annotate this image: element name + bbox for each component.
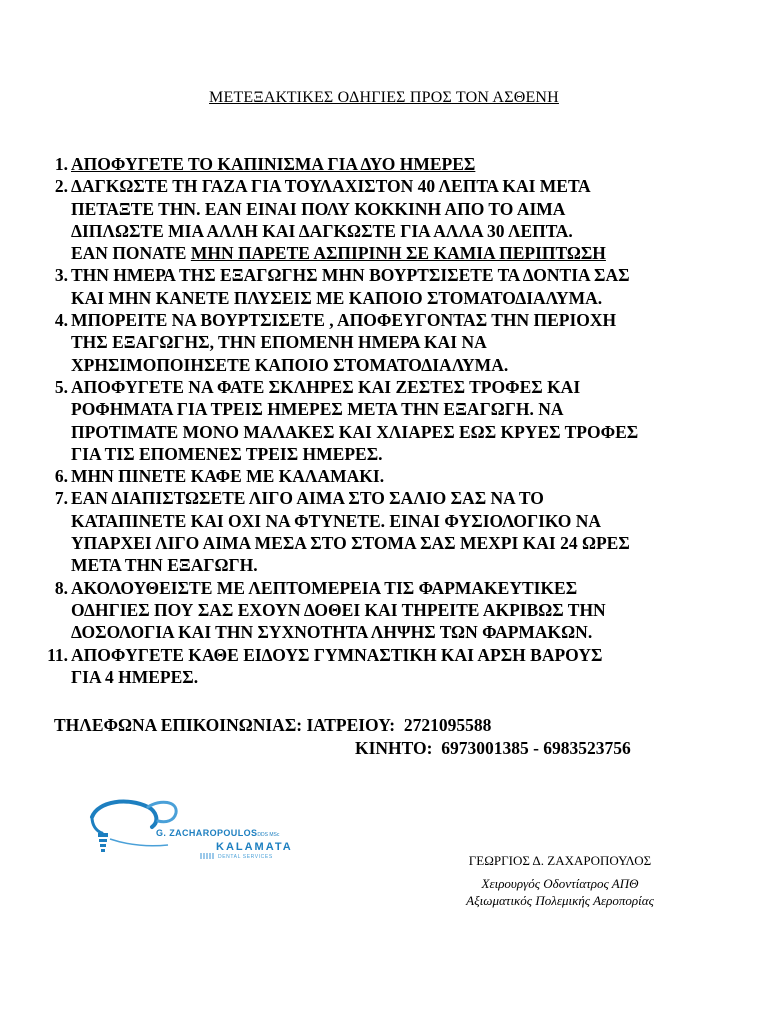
item-line: ΑΚΟΛΟΥΘΕΙΣΤΕ ΜΕ ΛΕΠΤΟΜΕΡΕΙΑ ΤΙΣ ΦΑΡΜΑΚΕΥΤΙΚΕΣ	[71, 577, 578, 598]
item-line: ΜΕΤΑ ΤΗΝ ΕΞΑΓΩΓΗ.	[71, 555, 258, 576]
item-line: ΚΑΙ ΜΗΝ ΚΑΝΕΤΕ ΠΛΥΣΕΙΣ ΜΕ ΚΑΠΟΙΟ ΣΤΟΜΑΤΟΔΙΑΛΥΜΑ.	[71, 287, 603, 308]
signature-block	[430, 852, 690, 909]
item-line: ΡΟΦΗΜΑΤΑ ΓΙΑ ΤΡΕΙΣ ΗΜΕΡΕΣ ΜΕΤΑ ΤΗΝ ΕΞΑΓΩΓΗ. ΝΑ	[71, 399, 564, 420]
contact-block	[54, 714, 754, 760]
list-item	[46, 577, 746, 644]
item-line: ΤΗΝ ΗΜΕΡΑ ΤΗΣ ΕΞΑΓΩΓΗΣ ΜΗΝ ΒΟΥΡΤΣΙΣΕΤΕ ΤΑ ΔΟΝΤΙΑ ΣΑΣ	[71, 265, 630, 286]
item-line: ΔΙΠΛΩΣΤΕ ΜΙΑ ΑΛΛΗ ΚΑΙ ΔΑΓΚΩΣΤΕ ΓΙΑ ΑΛΛΑ 30 ΛΕΠΤΑ.	[71, 220, 573, 241]
mobile-label: ΚΙΝΗΤΟ:	[355, 738, 433, 758]
office-phone: 2721095588	[403, 715, 492, 735]
item-line: ΟΔΗΓΙΕΣ ΠΟΥ ΣΑΣ ΕΧΟΥΝ ΔΟΘΕΙ ΚΑΙ ΤΗΡΕΙΤΕ ΑΚΡΙΒΩΣ ΤΗΝ	[71, 599, 606, 620]
item-number: 1.	[54, 154, 68, 174]
item-number: 7.	[54, 488, 68, 509]
item-line: ΔΟΣΟΛΟΓΙΑ ΚΑΙ ΤΗΝ ΣΥΧΝΟΤΗΤΑ ΛΗΨΗΣ ΤΩΝ ΦΑΡΜΑΚΩΝ.	[71, 622, 593, 643]
item-line: ΧΡΗΣΙΜΟΠΟΙΗΣΕΤΕ ΚΑΠΟΙΟ ΣΤΟΜΑΤΟΔΙΑΛΥΜΑ.	[71, 354, 509, 375]
warning-prefix: ΕΑΝ ΠΟΝΑΤΕ	[71, 243, 191, 264]
list-item	[46, 465, 746, 487]
logo-name: G. ZACHAROPOULOS	[156, 828, 258, 838]
doctor-role: Χειρουργός Οδοντίατρος ΑΠΘ	[481, 876, 639, 891]
item-line: ΚΑΤΑΠΙΝΕΤΕ ΚΑΙ ΟΧΙ ΝΑ ΦΤΥΝΕΤΕ. ΕΙΝΑΙ ΦΥΣΙΟΛΟΓΙΚΟ ΝΑ	[71, 510, 602, 531]
item-line: ΜΠΟΡΕΙΤΕ ΝΑ ΒΟΥΡΤΣΙΣΕΤΕ , ΑΠΟΦΕΥΓΟΝΤΑΣ ΤΗΝ ΠΕΡΙΟΧΗ	[71, 310, 617, 331]
logo-city: KALAMATA	[216, 841, 293, 853]
mobile-phones: 6973001385 - 6983523756	[441, 738, 631, 758]
aspirin-warning: ΜΗΝ ΠΑΡΕΤΕ ΑΣΠΙΡΙΝΗ ΣΕ ΚΑΜΙΑ ΠΕΡΙΠΤΩΣΗ	[190, 243, 606, 264]
list-item	[46, 153, 746, 175]
instructions-list	[46, 153, 746, 688]
item-line: ΓΙΑ 4 ΗΜΕΡΕΣ.	[71, 666, 199, 687]
item-line: ΕΑΝ ΔΙΑΠΙΣΤΩΣΕΤΕ ΛΙΓΟ ΑΙΜΑ ΣΤΟ ΣΑΛΙΟ ΣΑΣ ΝΑ ΤΟ	[71, 488, 544, 509]
item-number: 4.	[54, 310, 68, 331]
list-item	[46, 644, 746, 689]
contact-mobile-row	[54, 737, 754, 760]
list-item	[46, 487, 746, 576]
item-number: 6.	[54, 466, 68, 487]
item-number: 5.	[54, 376, 68, 397]
list-item	[46, 309, 746, 376]
item-line: ΑΠΟΦΥΓΕΤΕ ΚΑΘΕ ΕΙΔΟΥΣ ΓΥΜΝΑΣΤΙΚΗ ΚΑΙ ΑΡΣΗ ΒΑΡΟΥΣ	[71, 644, 603, 665]
clinic-logo	[88, 795, 318, 870]
item-line: ΤΗΣ ΕΞΑΓΩΓΗΣ, ΤΗΝ ΕΠΟΜΕΝΗ ΗΜΕΡΑ ΚΑΙ ΝΑ	[71, 332, 487, 353]
item-number: 8.	[54, 577, 68, 598]
item-number: 3.	[54, 265, 68, 286]
item-number: 2.	[54, 176, 68, 197]
list-item	[46, 175, 746, 264]
contact-label: ΤΗΛΕΦΩΝΑ ΕΠΙΚΟΙΝΩΝΙΑΣ:	[54, 715, 303, 735]
list-item	[46, 376, 746, 465]
item-line: ΥΠΑΡΧΕΙ ΛΙΓΟ ΑΙΜΑ ΜΕΣΑ ΣΤΟ ΣΤΟΜΑ ΣΑΣ ΜΕΧΡΙ ΚΑΙ 24 ΩΡΕΣ	[71, 533, 630, 554]
item-line: ΠΕΤΑΞΤΕ ΤΗΝ. ΕΑΝ ΕΙΝΑΙ ΠΟΛΥ ΚΟΚΚΙΝΗ ΑΠΟ ΤΟ ΑΙΜΑ	[71, 198, 566, 219]
logo-suffix: DDS MSc	[257, 832, 280, 838]
logo-subtitle: DENTAL SERVICES	[218, 854, 273, 860]
item-line: ΑΠΟΦΥΓΕΤΕ ΝΑ ΦΑΤΕ ΣΚΛΗΡΕΣ ΚΑΙ ΖΕΣΤΕΣ ΤΡΟΦΕΣ ΚΑΙ	[71, 376, 581, 397]
doctor-rank: Αξιωματικός Πολεμικής Αεροπορίας	[466, 893, 654, 908]
doctor-name: ΓΕΩΡΓΙΟΣ Δ. ΖΑΧΑΡΟΠΟΥΛΟΣ	[468, 853, 652, 868]
contact-office-row	[54, 714, 754, 737]
list-item	[46, 264, 746, 309]
page-title: ΜΕΤΕΞΑΚΤΙΚΕΣ ΟΔΗΓΙΕΣ ΠΡΟΣ ΤΟΝ ΑΣΘΕΝΗ	[209, 89, 559, 106]
item-line: ΔΑΓΚΩΣΤΕ ΤΗ ΓΑΖΑ ΓΙΑ ΤΟΥΛΑΧΙΣΤΟΝ 40 ΛΕΠΤΑ ΚΑΙ ΜΕΤΑ	[71, 176, 591, 197]
office-label: ΙΑΤΡΕΙΟΥ:	[306, 715, 396, 735]
item-line: ΠΡΟΤΙΜΑΤΕ ΜΟΝΟ ΜΑΛΑΚΕΣ ΚΑΙ ΧΛΙΑΡΕΣ ΕΩΣ ΚΡΥΕΣ ΤΡΟΦΕΣ	[71, 421, 639, 442]
item-line: ΜΗΝ ΠΙΝΕΤΕ ΚΑΦΕ ΜΕ ΚΑΛΑΜΑΚΙ.	[71, 466, 385, 487]
item-number: 11.	[47, 644, 68, 665]
item-line	[71, 242, 746, 264]
item-line: ΓΙΑ ΤΙΣ ΕΠΟΜΕΝΕΣ ΤΡΕΙΣ ΗΜΕΡΕΣ.	[71, 443, 383, 464]
item-line: ΑΠΟΦΥΓΕΤΕ ΤΟ ΚΑΠΙΝΙΣΜΑ ΓΙΑ ΔΥΟ ΗΜΕΡΕΣ	[71, 154, 476, 174]
